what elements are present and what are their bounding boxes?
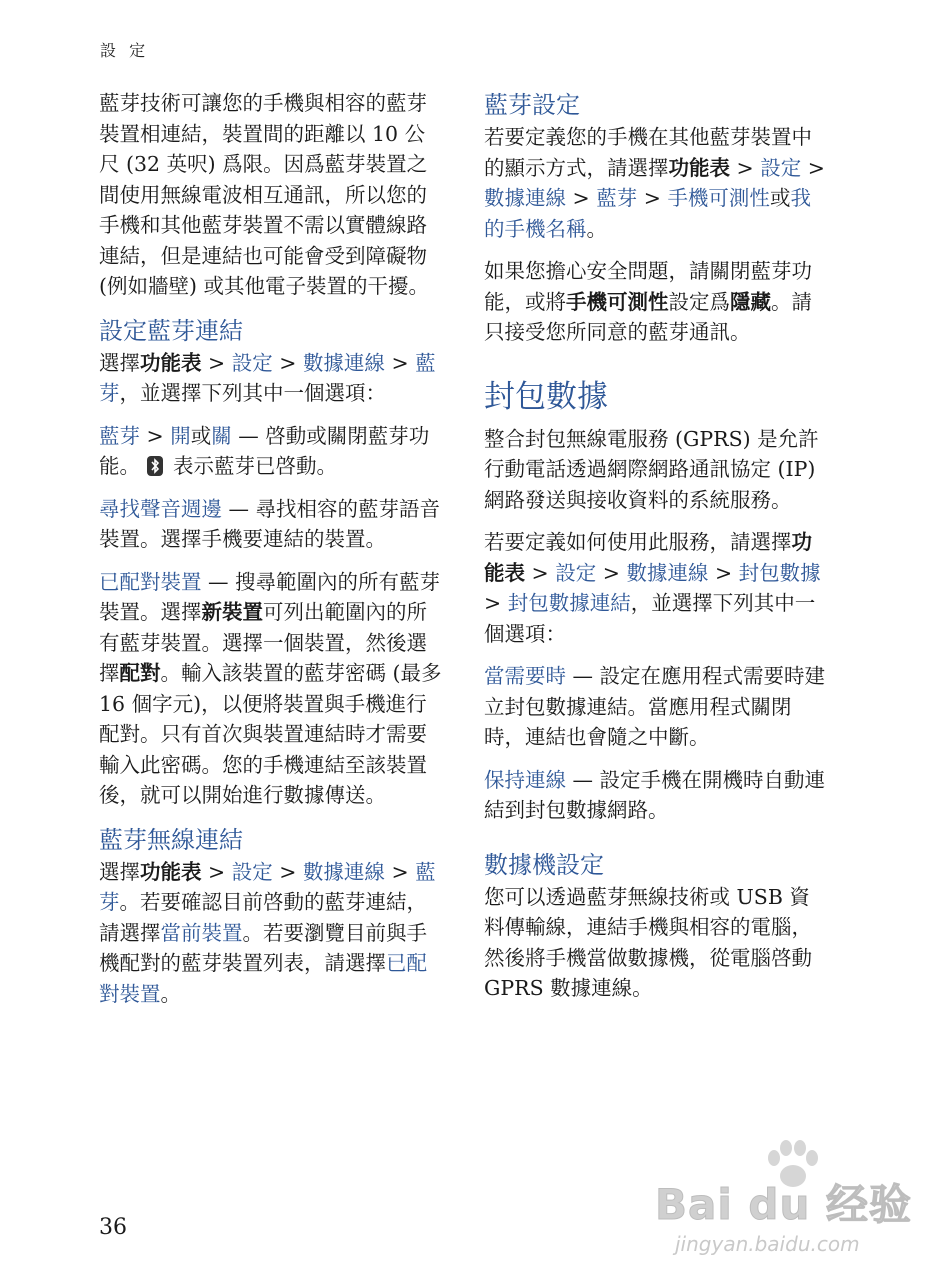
- section-title-bluetooth-setup: 設定藍芽連結: [99, 316, 243, 345]
- option-bluetooth-on-off: [99, 421, 444, 482]
- separator: >: [637, 186, 668, 210]
- phone-visibility-label: 手機可測性: [667, 186, 770, 210]
- menu-path-settings: 設定: [231, 350, 273, 375]
- my-phone-name-label: 我的手機名稱: [484, 186, 811, 241]
- phone-visibility-bold: 手機可測性: [566, 289, 669, 314]
- text: 或: [769, 186, 791, 210]
- new-device-label: 新裝置: [201, 600, 263, 624]
- security-paragraph: [484, 256, 829, 348]
- separator: >: [801, 155, 825, 180]
- menu-path-data-connection: 數據連線: [302, 350, 385, 375]
- menu-path-bluetooth: 藍芽: [99, 350, 436, 405]
- running-head: 設 定: [100, 41, 150, 60]
- intro-paragraph: 藍芽技術可讓您的手機與相容的藍芽裝置相連結，裝置間的距離以 10 公尺 (32 英呎) 爲限。因爲藍芽裝置之間使用無線電波相互通訊，所以您的手機和其他藍芽裝置不需以實體線路連結，但是連結也可能會受到障礙物 (例如牆壁) 或其他電子裝置的干擾。: [99, 91, 430, 298]
- separator: >: [384, 350, 416, 375]
- bluetooth-settings-path: [484, 122, 829, 244]
- option-find-audio: [99, 494, 444, 555]
- menu-label: 功能表: [668, 155, 730, 180]
- hidden-bold: 隱藏: [730, 289, 771, 314]
- text: 可列出範圍內的所有藍芽裝置。選擇一個裝置，然後選擇: [99, 600, 427, 685]
- pair-label: 配對: [119, 661, 161, 685]
- menu-label: 功能表: [140, 350, 202, 375]
- watermark-url: jingyan.baidu.com: [675, 1232, 860, 1256]
- separator: >: [730, 155, 761, 180]
- option-name: 藍芽: [99, 423, 140, 448]
- section-title-packet-data: 封包數據: [484, 378, 608, 415]
- option-name: 當需要時: [484, 664, 566, 688]
- section-title-bluetooth-settings: 藍芽設定: [484, 91, 580, 119]
- separator: >: [708, 560, 739, 585]
- text: 若要定義如何使用此服務，請選擇: [484, 530, 792, 554]
- separator: >: [272, 859, 303, 884]
- watermark-brand: Bai du 经验: [655, 1180, 912, 1229]
- bluetooth-connection-paragraph: [99, 857, 444, 1010]
- separator: >: [525, 560, 556, 585]
- bluetooth-icon: [147, 456, 163, 476]
- menu-path-data-connection: 數據連線: [484, 186, 566, 210]
- menu-path-bluetooth: 藍芽: [596, 186, 638, 210]
- modem-paragraph: 您可以透過藍芽無線技術或 USB 資料傳輸線，連結手機與相容的電腦，然後將手機當做數據機，從電腦啓動 GPRS 數據連線。: [484, 884, 812, 1000]
- text: 如果您擔心安全問題，請關閉藍芽功能，或將: [484, 259, 812, 314]
- option-when-needed: [484, 661, 829, 753]
- text: 選擇: [99, 859, 140, 884]
- text: 選擇: [99, 350, 140, 375]
- option-description: — 設定手機在開機時自動連結到封包數據網路。: [484, 767, 826, 822]
- separator: >: [201, 350, 232, 375]
- text: ，並選擇下列其中一個選項：: [484, 591, 816, 646]
- menu-path-settings: 設定: [555, 560, 597, 585]
- separator: >: [484, 591, 508, 615]
- menu-label: 功能表: [484, 530, 812, 585]
- left-column: [99, 88, 444, 1021]
- option-description: — 啓動或關閉藍芽功能。: [99, 423, 430, 478]
- menu-label: 功能表: [140, 859, 202, 884]
- text: 。若要瀏覽目前與手機配對的藍芽裝置列表，請選擇: [99, 920, 427, 975]
- menu-path-data-connection: 數據連線: [626, 560, 709, 585]
- text: 。若要確認目前啓動的藍芽連結，請選擇: [99, 890, 427, 945]
- separator: >: [201, 859, 232, 884]
- option-on: 開: [170, 423, 191, 448]
- menu-path-bluetooth: 藍芽: [99, 859, 436, 914]
- separator: >: [384, 859, 416, 884]
- option-name: 尋找聲音週邊: [99, 496, 222, 521]
- text: ，並選擇下列其中一個選項：: [119, 381, 386, 405]
- bluetooth-setup-path: [99, 348, 444, 409]
- text: — 搜尋範圍內的所有藍芽裝置。選擇: [99, 569, 441, 624]
- option-description: — 尋找相容的藍芽語音裝置。選擇手機要連結的裝置。: [99, 496, 441, 551]
- text: 。請只接受您所同意的藍芽通訊。: [484, 289, 812, 344]
- text: 設定爲: [668, 289, 730, 314]
- option-paired-devices: [99, 567, 444, 811]
- separator: >: [596, 560, 627, 585]
- packet-data-path: [484, 527, 829, 649]
- separator: >: [566, 186, 597, 210]
- option-off: 關: [211, 423, 232, 448]
- icon-caption: 表示藍芽已啓動。: [166, 454, 338, 478]
- section-title-bluetooth-connection: 藍芽無線連結: [99, 825, 243, 854]
- menu-path-data-connection: 數據連線: [302, 859, 385, 884]
- menu-path-settings: 設定: [760, 155, 802, 180]
- current-device-label: 當前裝置: [160, 920, 243, 945]
- paired-devices-label: 已配對裝置: [99, 951, 427, 1006]
- text: 或: [190, 423, 212, 448]
- separator: >: [140, 423, 171, 448]
- menu-path-settings: 設定: [231, 859, 273, 884]
- separator: >: [272, 350, 303, 375]
- text: 若要定義您的手機在其他藍芽裝置中的顯示方式，請選擇: [484, 125, 812, 180]
- watermark: [650, 1140, 920, 1270]
- gprs-intro-paragraph: 整合封包無線電服務 (GPRS) 是允許行動電話透過網際網路通訊協定 (IP) 網路發送與接收資料的系統服務。: [484, 426, 819, 512]
- text: 。: [160, 981, 181, 1006]
- text: 。: [586, 216, 607, 241]
- menu-path-packet-data: 封包數據: [738, 560, 821, 585]
- option-description: — 設定在應用程式需要時建立封包數據連結。當應用程式關閉時，連結也會隨之中斷。: [484, 664, 826, 749]
- right-column: [484, 88, 829, 1016]
- page-number: 36: [99, 1215, 127, 1240]
- text: 。輸入該裝置的藍芽密碼 (最多 16 個字元)，以便將裝置與手機進行配對。只有首次與裝置連結時才需要輸入此密碼。您的手機連結至該裝置後，就可以開始進行數據傳送。: [99, 661, 442, 807]
- option-name: 已配對裝置: [99, 569, 202, 594]
- menu-path-packet-data-connection: 封包數據連結: [507, 591, 631, 615]
- section-title-modem-settings: 數據機設定: [484, 850, 604, 879]
- option-name: 保持連線: [484, 767, 566, 792]
- option-always-online: [484, 765, 829, 826]
